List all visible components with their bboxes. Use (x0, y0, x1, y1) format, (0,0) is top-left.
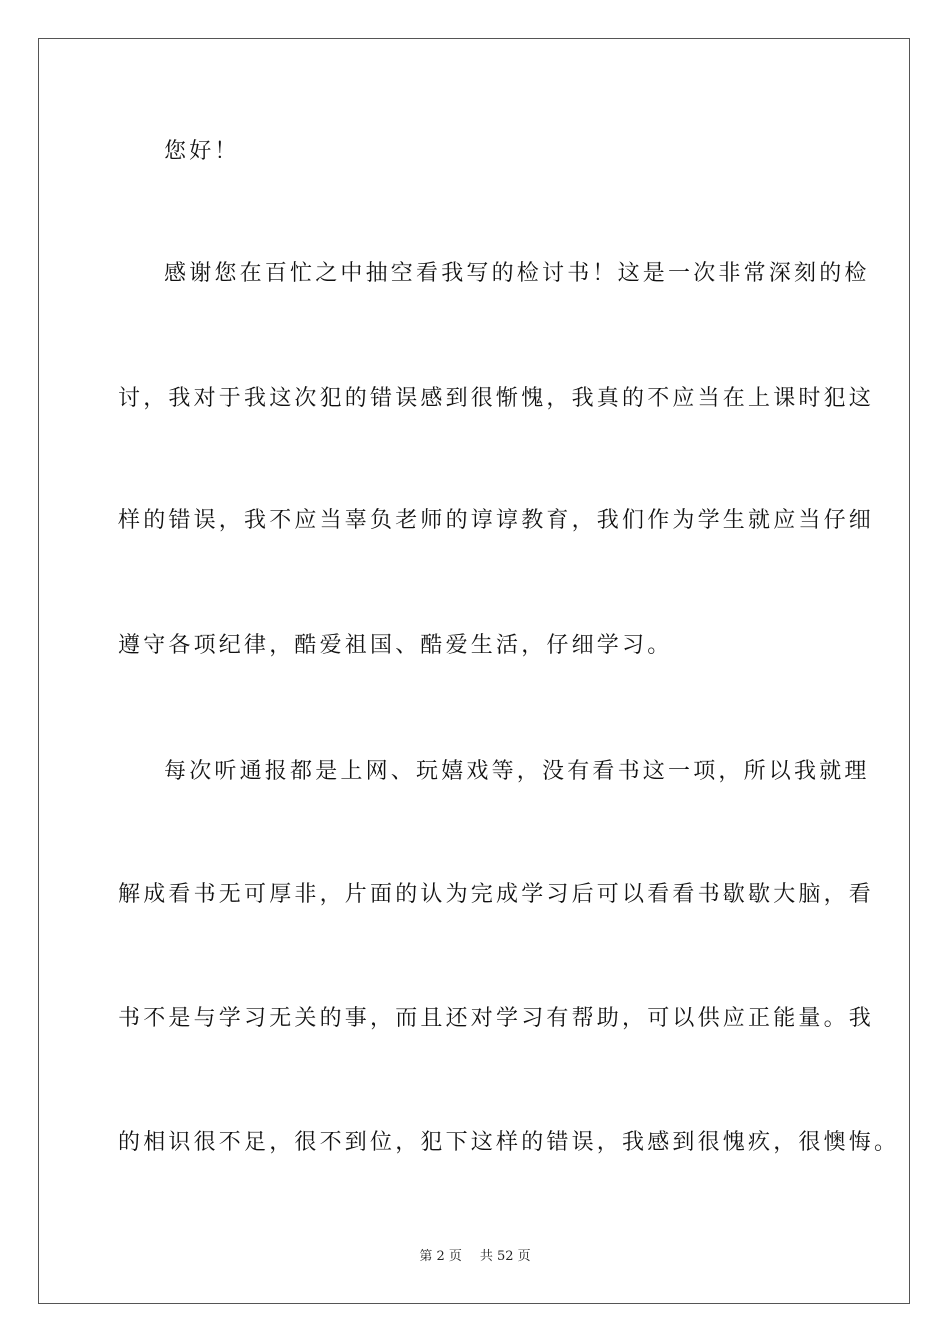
paragraph-line: 讨，我对于我这次犯的错误感到很惭愧，我真的不应当在上课时犯这 (118, 386, 875, 411)
page-number: 第 2 页 (419, 1249, 462, 1264)
paragraph-line: 样的错误，我不应当辜负老师的谆谆教育，我们作为学生就应当仔细 (118, 508, 875, 533)
paragraph-line: 解成看书无可厚非，片面的认为完成学习后可以看看书歇歇大脑，看 (118, 882, 875, 907)
paragraph-line: 遵守各项纪律，酷爱祖国、酷爱生活，仔细学习。 (118, 633, 673, 658)
page-count: 共 52 页 (479, 1249, 531, 1264)
paragraph-line: 的相识很不足，很不到位，犯下这样的错误，我感到很愧疚，很懊悔。 (118, 1130, 900, 1155)
page-footer (0, 1248, 950, 1266)
paragraph-line: 感谢您在百忙之中抽空看我写的检讨书！这是一次非常深刻的检 (164, 261, 870, 286)
page-frame (38, 38, 910, 1304)
greeting-line: 您好！ (164, 139, 240, 164)
paragraph-line: 书不是与学习无关的事，而且还对学习有帮助，可以供应正能量。我 (118, 1006, 875, 1031)
paragraph-line: 每次听通报都是上网、玩嬉戏等，没有看书这一项，所以我就理 (164, 759, 870, 784)
